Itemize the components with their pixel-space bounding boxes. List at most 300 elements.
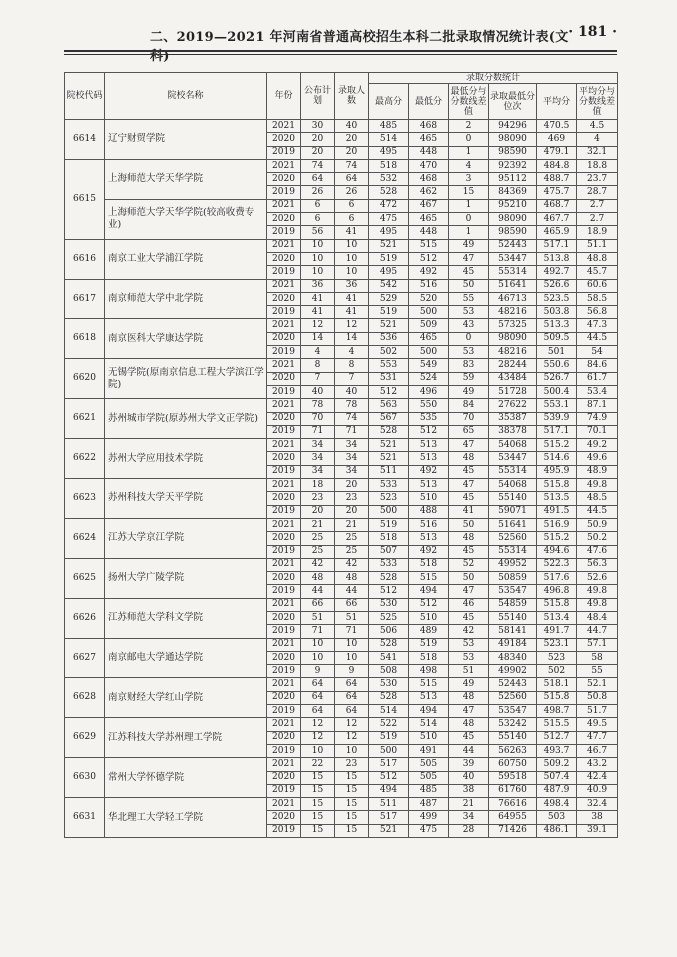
cell-admitted: 10 bbox=[335, 651, 369, 664]
cell-rank: 48216 bbox=[489, 306, 537, 319]
cell-rank: 94296 bbox=[489, 120, 537, 133]
cell-year: 2019 bbox=[267, 784, 301, 797]
cell-admitted: 10 bbox=[335, 252, 369, 265]
school-name: 南京邮电大学通达学院 bbox=[105, 638, 267, 678]
cell-diff: 47 bbox=[449, 439, 489, 452]
cell-min: 520 bbox=[409, 292, 449, 305]
cell-plan: 34 bbox=[301, 439, 335, 452]
cell-max: 512 bbox=[369, 771, 409, 784]
cell-plan: 10 bbox=[301, 744, 335, 757]
cell-max: 519 bbox=[369, 518, 409, 531]
cell-admitted: 20 bbox=[335, 505, 369, 518]
cell-plan: 48 bbox=[301, 572, 335, 585]
cell-max: 514 bbox=[369, 133, 409, 146]
cell-min: 494 bbox=[409, 585, 449, 598]
cell-min: 487 bbox=[409, 798, 449, 811]
cell-min: 470 bbox=[409, 159, 449, 172]
cell-avg: 515.2 bbox=[537, 439, 577, 452]
col-header-plan: 公布计划 bbox=[301, 73, 335, 120]
cell-admitted: 26 bbox=[335, 186, 369, 199]
cell-avg: 501 bbox=[537, 346, 577, 359]
cell-admitted: 20 bbox=[335, 146, 369, 159]
cell-min: 465 bbox=[409, 213, 449, 226]
cell-avgdiff: 47.6 bbox=[577, 545, 618, 558]
cell-plan: 20 bbox=[301, 505, 335, 518]
cell-plan: 26 bbox=[301, 186, 335, 199]
cell-year: 2021 bbox=[267, 399, 301, 412]
school-code: 6617 bbox=[65, 279, 105, 319]
cell-min: 448 bbox=[409, 226, 449, 239]
cell-plan: 78 bbox=[301, 399, 335, 412]
cell-year: 2021 bbox=[267, 120, 301, 133]
cell-rank: 54068 bbox=[489, 439, 537, 452]
cell-year: 2021 bbox=[267, 718, 301, 731]
cell-avg: 491.7 bbox=[537, 625, 577, 638]
cell-avgdiff: 32.4 bbox=[577, 798, 618, 811]
cell-plan: 22 bbox=[301, 758, 335, 771]
cell-max: 511 bbox=[369, 798, 409, 811]
cell-rank: 59518 bbox=[489, 771, 537, 784]
cell-admitted: 64 bbox=[335, 173, 369, 186]
cell-max: 512 bbox=[369, 585, 409, 598]
school-code: 6627 bbox=[65, 638, 105, 678]
cell-min: 514 bbox=[409, 718, 449, 731]
cell-plan: 12 bbox=[301, 718, 335, 731]
cell-rank: 98090 bbox=[489, 213, 537, 226]
cell-rank: 27622 bbox=[489, 399, 537, 412]
cell-avgdiff: 50.2 bbox=[577, 532, 618, 545]
cell-max: 531 bbox=[369, 372, 409, 385]
cell-year: 2019 bbox=[267, 705, 301, 718]
cell-admitted: 15 bbox=[335, 811, 369, 824]
cell-admitted: 40 bbox=[335, 385, 369, 398]
school-code: 6623 bbox=[65, 479, 105, 519]
cell-max: 494 bbox=[369, 784, 409, 797]
cell-avg: 493.7 bbox=[537, 744, 577, 757]
cell-avg: 513.3 bbox=[537, 319, 577, 332]
cell-avg: 515.8 bbox=[537, 479, 577, 492]
cell-avgdiff: 23.7 bbox=[577, 173, 618, 186]
cell-admitted: 41 bbox=[335, 226, 369, 239]
cell-diff: 44 bbox=[449, 744, 489, 757]
cell-max: 529 bbox=[369, 292, 409, 305]
cell-max: 528 bbox=[369, 691, 409, 704]
cell-plan: 12 bbox=[301, 319, 335, 332]
cell-avg: 526.6 bbox=[537, 279, 577, 292]
cell-diff: 47 bbox=[449, 585, 489, 598]
col-header-avgdiff: 平均分与分数线差值 bbox=[577, 84, 618, 120]
cell-admitted: 23 bbox=[335, 758, 369, 771]
table-row bbox=[65, 439, 618, 452]
cell-admitted: 12 bbox=[335, 319, 369, 332]
cell-admitted: 10 bbox=[335, 744, 369, 757]
cell-plan: 51 bbox=[301, 611, 335, 624]
cell-avgdiff: 46.7 bbox=[577, 744, 618, 757]
cell-year: 2020 bbox=[267, 492, 301, 505]
cell-rank: 28244 bbox=[489, 359, 537, 372]
cell-year: 2020 bbox=[267, 372, 301, 385]
cell-avgdiff: 74.9 bbox=[577, 412, 618, 425]
cell-admitted: 23 bbox=[335, 492, 369, 505]
school-name: 江苏大学京江学院 bbox=[105, 518, 267, 558]
cell-rank: 51728 bbox=[489, 385, 537, 398]
school-code: 6622 bbox=[65, 439, 105, 479]
cell-diff: 1 bbox=[449, 199, 489, 212]
cell-min: 465 bbox=[409, 332, 449, 345]
cell-year: 2021 bbox=[267, 159, 301, 172]
cell-min: 496 bbox=[409, 385, 449, 398]
cell-min: 468 bbox=[409, 120, 449, 133]
cell-avgdiff: 61.7 bbox=[577, 372, 618, 385]
cell-avgdiff: 4 bbox=[577, 133, 618, 146]
cell-admitted: 34 bbox=[335, 465, 369, 478]
cell-admitted: 64 bbox=[335, 705, 369, 718]
cell-max: 528 bbox=[369, 572, 409, 585]
cell-plan: 23 bbox=[301, 492, 335, 505]
cell-year: 2021 bbox=[267, 359, 301, 372]
cell-min: 494 bbox=[409, 705, 449, 718]
cell-plan: 10 bbox=[301, 651, 335, 664]
cell-avg: 507.4 bbox=[537, 771, 577, 784]
cell-year: 2019 bbox=[267, 465, 301, 478]
school-code: 6626 bbox=[65, 598, 105, 638]
cell-min: 488 bbox=[409, 505, 449, 518]
cell-diff: 55 bbox=[449, 292, 489, 305]
cell-plan: 10 bbox=[301, 239, 335, 252]
cell-avg: 509.5 bbox=[537, 332, 577, 345]
cell-year: 2020 bbox=[267, 412, 301, 425]
col-header-year: 年份 bbox=[267, 73, 301, 120]
cell-rank: 98090 bbox=[489, 332, 537, 345]
cell-admitted: 6 bbox=[335, 213, 369, 226]
cell-year: 2021 bbox=[267, 758, 301, 771]
cell-rank: 52443 bbox=[489, 678, 537, 691]
cell-rank: 55314 bbox=[489, 465, 537, 478]
cell-diff: 38 bbox=[449, 784, 489, 797]
col-header-max: 最高分 bbox=[369, 84, 409, 120]
cell-avgdiff: 87.1 bbox=[577, 399, 618, 412]
col-header-min: 最低分 bbox=[409, 84, 449, 120]
cell-avgdiff: 47.7 bbox=[577, 731, 618, 744]
cell-plan: 7 bbox=[301, 372, 335, 385]
cell-max: 525 bbox=[369, 611, 409, 624]
cell-max: 519 bbox=[369, 731, 409, 744]
cell-plan: 25 bbox=[301, 532, 335, 545]
cell-diff: 0 bbox=[449, 213, 489, 226]
cell-plan: 15 bbox=[301, 784, 335, 797]
cell-year: 2020 bbox=[267, 213, 301, 226]
cell-year: 2020 bbox=[267, 133, 301, 146]
school-code: 6615 bbox=[65, 159, 105, 239]
cell-min: 489 bbox=[409, 625, 449, 638]
cell-max: 563 bbox=[369, 399, 409, 412]
cell-diff: 50 bbox=[449, 518, 489, 531]
col-header-avg: 平均分 bbox=[537, 84, 577, 120]
cell-year: 2021 bbox=[267, 239, 301, 252]
cell-min: 492 bbox=[409, 545, 449, 558]
cell-avg: 498.4 bbox=[537, 798, 577, 811]
cell-year: 2019 bbox=[267, 545, 301, 558]
cell-year: 2019 bbox=[267, 186, 301, 199]
cell-admitted: 15 bbox=[335, 798, 369, 811]
cell-plan: 56 bbox=[301, 226, 335, 239]
col-header-code: 院校代码 bbox=[65, 73, 105, 120]
cell-year: 2019 bbox=[267, 625, 301, 638]
cell-avgdiff: 49.5 bbox=[577, 718, 618, 731]
cell-diff: 42 bbox=[449, 625, 489, 638]
cell-year: 2019 bbox=[267, 266, 301, 279]
cell-admitted: 42 bbox=[335, 558, 369, 571]
cell-min: 513 bbox=[409, 439, 449, 452]
cell-max: 567 bbox=[369, 412, 409, 425]
cell-avgdiff: 40.9 bbox=[577, 784, 618, 797]
cell-diff: 2 bbox=[449, 120, 489, 133]
cell-max: 518 bbox=[369, 159, 409, 172]
cell-admitted: 15 bbox=[335, 784, 369, 797]
cell-min: 462 bbox=[409, 186, 449, 199]
cell-max: 511 bbox=[369, 465, 409, 478]
cell-year: 2019 bbox=[267, 226, 301, 239]
page-header: 二、2019—2021 年河南省普通高校招生本科二批录取情况统计表(文科) bbox=[150, 30, 569, 64]
cell-rank: 55314 bbox=[489, 266, 537, 279]
cell-max: 528 bbox=[369, 425, 409, 438]
cell-rank: 51641 bbox=[489, 518, 537, 531]
cell-avg: 523 bbox=[537, 651, 577, 664]
cell-diff: 28 bbox=[449, 824, 489, 837]
cell-year: 2019 bbox=[267, 146, 301, 159]
cell-avgdiff: 48.4 bbox=[577, 611, 618, 624]
cell-min: 512 bbox=[409, 252, 449, 265]
school-code: 6625 bbox=[65, 558, 105, 598]
cell-plan: 14 bbox=[301, 332, 335, 345]
cell-year: 2021 bbox=[267, 638, 301, 651]
cell-max: 542 bbox=[369, 279, 409, 292]
cell-avg: 475.7 bbox=[537, 186, 577, 199]
cell-plan: 30 bbox=[301, 120, 335, 133]
cell-admitted: 25 bbox=[335, 545, 369, 558]
cell-avg: 522.3 bbox=[537, 558, 577, 571]
cell-rank: 95112 bbox=[489, 173, 537, 186]
cell-max: 528 bbox=[369, 638, 409, 651]
cell-admitted: 8 bbox=[335, 359, 369, 372]
cell-max: 472 bbox=[369, 199, 409, 212]
school-name: 华北理工大学轻工学院 bbox=[105, 798, 267, 838]
cell-rank: 55140 bbox=[489, 731, 537, 744]
cell-rank: 52443 bbox=[489, 239, 537, 252]
cell-max: 523 bbox=[369, 492, 409, 505]
cell-rank: 52560 bbox=[489, 532, 537, 545]
table-row bbox=[65, 319, 618, 332]
cell-max: 541 bbox=[369, 651, 409, 664]
cell-diff: 65 bbox=[449, 425, 489, 438]
cell-diff: 45 bbox=[449, 731, 489, 744]
cell-diff: 48 bbox=[449, 718, 489, 731]
table-row bbox=[65, 239, 618, 252]
cell-plan: 41 bbox=[301, 292, 335, 305]
cell-rank: 98590 bbox=[489, 226, 537, 239]
cell-avg: 513.8 bbox=[537, 252, 577, 265]
cell-min: 505 bbox=[409, 758, 449, 771]
cell-max: 553 bbox=[369, 359, 409, 372]
cell-min: 509 bbox=[409, 319, 449, 332]
cell-year: 2019 bbox=[267, 824, 301, 837]
cell-avg: 526.7 bbox=[537, 372, 577, 385]
admission-table bbox=[64, 72, 618, 838]
cell-plan: 71 bbox=[301, 425, 335, 438]
cell-max: 533 bbox=[369, 479, 409, 492]
cell-rank: 84369 bbox=[489, 186, 537, 199]
cell-diff: 50 bbox=[449, 572, 489, 585]
table-body bbox=[65, 120, 618, 838]
cell-diff: 1 bbox=[449, 146, 489, 159]
cell-diff: 48 bbox=[449, 452, 489, 465]
cell-year: 2020 bbox=[267, 691, 301, 704]
cell-rank: 53447 bbox=[489, 252, 537, 265]
cell-year: 2021 bbox=[267, 518, 301, 531]
cell-rank: 53547 bbox=[489, 585, 537, 598]
cell-min: 505 bbox=[409, 771, 449, 784]
cell-max: 512 bbox=[369, 385, 409, 398]
cell-year: 2019 bbox=[267, 665, 301, 678]
cell-rank: 60750 bbox=[489, 758, 537, 771]
school-name: 南京工业大学浦江学院 bbox=[105, 239, 267, 279]
cell-diff: 70 bbox=[449, 412, 489, 425]
cell-diff: 0 bbox=[449, 332, 489, 345]
cell-max: 536 bbox=[369, 332, 409, 345]
cell-diff: 53 bbox=[449, 651, 489, 664]
cell-avgdiff: 70.1 bbox=[577, 425, 618, 438]
cell-avgdiff: 32.1 bbox=[577, 146, 618, 159]
cell-admitted: 25 bbox=[335, 532, 369, 545]
cell-admitted: 7 bbox=[335, 372, 369, 385]
cell-admitted: 44 bbox=[335, 585, 369, 598]
cell-plan: 10 bbox=[301, 252, 335, 265]
cell-diff: 40 bbox=[449, 771, 489, 784]
cell-rank: 59071 bbox=[489, 505, 537, 518]
cell-year: 2020 bbox=[267, 452, 301, 465]
cell-year: 2019 bbox=[267, 385, 301, 398]
cell-rank: 53242 bbox=[489, 718, 537, 731]
school-name: 南京财经大学红山学院 bbox=[105, 678, 267, 718]
cell-admitted: 51 bbox=[335, 611, 369, 624]
cell-admitted: 74 bbox=[335, 159, 369, 172]
cell-avgdiff: 54 bbox=[577, 346, 618, 359]
cell-avgdiff: 44.5 bbox=[577, 332, 618, 345]
cell-plan: 6 bbox=[301, 213, 335, 226]
school-name: 常州大学怀德学院 bbox=[105, 758, 267, 798]
cell-min: 475 bbox=[409, 824, 449, 837]
cell-admitted: 12 bbox=[335, 718, 369, 731]
cell-year: 2020 bbox=[267, 771, 301, 784]
table-row bbox=[65, 279, 618, 292]
cell-min: 510 bbox=[409, 731, 449, 744]
cell-min: 513 bbox=[409, 479, 449, 492]
cell-avgdiff: 55 bbox=[577, 665, 618, 678]
cell-min: 516 bbox=[409, 518, 449, 531]
cell-max: 519 bbox=[369, 252, 409, 265]
cell-avg: 495.9 bbox=[537, 465, 577, 478]
cell-year: 2020 bbox=[267, 173, 301, 186]
cell-avgdiff: 45.7 bbox=[577, 266, 618, 279]
cell-min: 510 bbox=[409, 492, 449, 505]
cell-max: 517 bbox=[369, 758, 409, 771]
cell-plan: 15 bbox=[301, 811, 335, 824]
cell-rank: 49184 bbox=[489, 638, 537, 651]
cell-year: 2021 bbox=[267, 319, 301, 332]
col-header-admitted: 录取人数 bbox=[335, 73, 369, 120]
cell-max: 521 bbox=[369, 319, 409, 332]
cell-year: 2020 bbox=[267, 292, 301, 305]
cell-avgdiff: 49.8 bbox=[577, 585, 618, 598]
cell-max: 507 bbox=[369, 545, 409, 558]
cell-diff: 0 bbox=[449, 133, 489, 146]
cell-admitted: 10 bbox=[335, 638, 369, 651]
cell-avg: 553.1 bbox=[537, 399, 577, 412]
school-name: 无锡学院(原南京信息工程大学滨江学院) bbox=[105, 359, 267, 399]
cell-max: 519 bbox=[369, 306, 409, 319]
cell-max: 521 bbox=[369, 239, 409, 252]
cell-avg: 512.7 bbox=[537, 731, 577, 744]
cell-plan: 4 bbox=[301, 346, 335, 359]
cell-admitted: 12 bbox=[335, 731, 369, 744]
cell-avgdiff: 47.3 bbox=[577, 319, 618, 332]
cell-avg: 517.6 bbox=[537, 572, 577, 585]
cell-diff: 43 bbox=[449, 319, 489, 332]
cell-max: 530 bbox=[369, 678, 409, 691]
cell-rank: 64955 bbox=[489, 811, 537, 824]
cell-min: 500 bbox=[409, 306, 449, 319]
cell-max: 508 bbox=[369, 665, 409, 678]
cell-rank: 46713 bbox=[489, 292, 537, 305]
cell-avgdiff: 42.4 bbox=[577, 771, 618, 784]
school-name: 扬州大学广陵学院 bbox=[105, 558, 267, 598]
cell-min: 500 bbox=[409, 346, 449, 359]
cell-admitted: 15 bbox=[335, 824, 369, 837]
cell-max: 495 bbox=[369, 266, 409, 279]
school-name: 南京医科大学康达学院 bbox=[105, 319, 267, 359]
cell-plan: 6 bbox=[301, 199, 335, 212]
cell-rank: 58141 bbox=[489, 625, 537, 638]
cell-rank: 92392 bbox=[489, 159, 537, 172]
cell-admitted: 78 bbox=[335, 399, 369, 412]
cell-plan: 15 bbox=[301, 771, 335, 784]
cell-avgdiff: 52.6 bbox=[577, 572, 618, 585]
cell-diff: 53 bbox=[449, 346, 489, 359]
cell-diff: 39 bbox=[449, 758, 489, 771]
cell-admitted: 10 bbox=[335, 239, 369, 252]
cell-plan: 36 bbox=[301, 279, 335, 292]
table-row bbox=[65, 598, 618, 611]
cell-max: 528 bbox=[369, 186, 409, 199]
cell-avg: 539.9 bbox=[537, 412, 577, 425]
table-row bbox=[65, 558, 618, 571]
cell-diff: 53 bbox=[449, 638, 489, 651]
cell-avgdiff: 57.1 bbox=[577, 638, 618, 651]
header-rule-thin bbox=[64, 54, 617, 55]
cell-rank: 52560 bbox=[489, 691, 537, 704]
cell-admitted: 6 bbox=[335, 199, 369, 212]
cell-avg: 515.5 bbox=[537, 718, 577, 731]
cell-rank: 54068 bbox=[489, 479, 537, 492]
cell-rank: 61760 bbox=[489, 784, 537, 797]
cell-avg: 523.1 bbox=[537, 638, 577, 651]
cell-admitted: 20 bbox=[335, 133, 369, 146]
cell-diff: 3 bbox=[449, 173, 489, 186]
cell-avgdiff: 51.1 bbox=[577, 239, 618, 252]
cell-avg: 467.7 bbox=[537, 213, 577, 226]
table-row bbox=[65, 399, 618, 412]
cell-min: 498 bbox=[409, 665, 449, 678]
